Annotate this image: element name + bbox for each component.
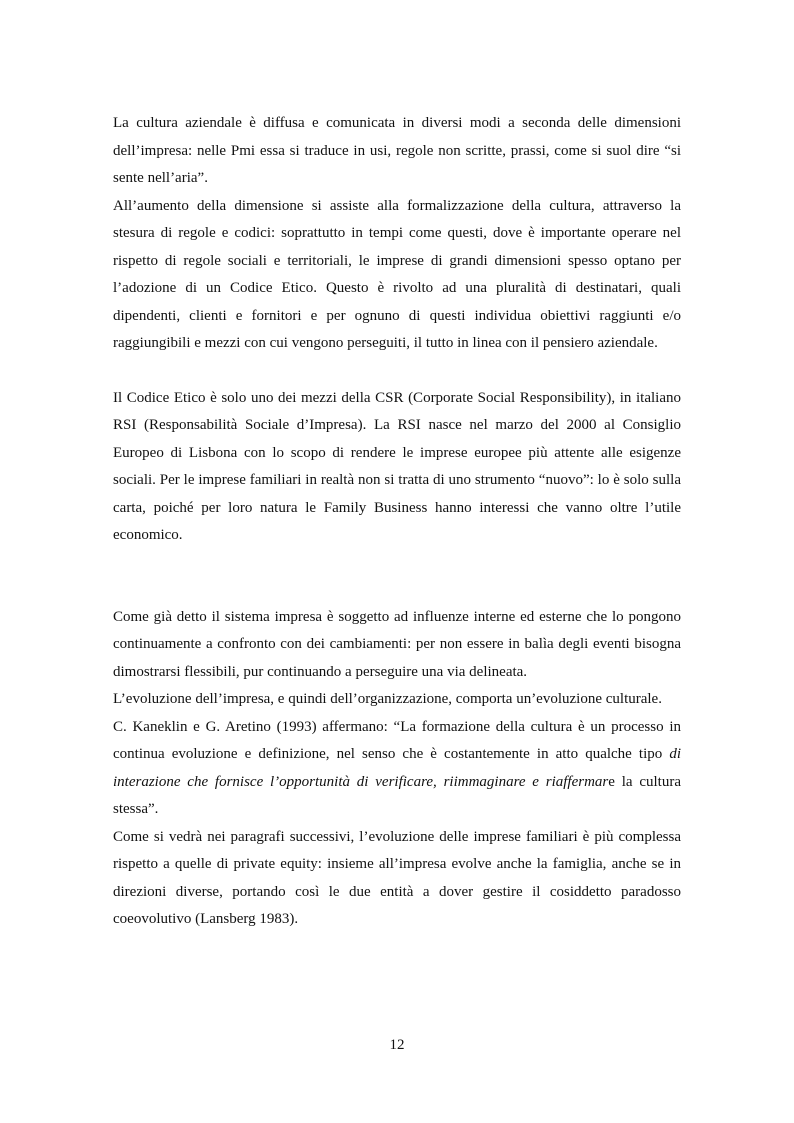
paragraph-company-culture: La cultura aziendale è diffusa e comunicata in diversi modi a seconda delle dimensioni dell’impresa: nelle Pmi essa si traduce in usi, regole non scritte, prassi, come si suol dire “si sente nell’aria”. [113,115,681,186]
paragraph-ethics-code: All’aumento della dimensione si assiste alla formalizzazione della cultura, attraverso la stesura di regole e codici: soprattutto in tempi come questi, dove è importante operare nel rispetto di regole sociali e territoriali, le imprese di grandi dimensioni spesso optano per l’adozione di un Codice Etico. Questo è rivolto ad una pluralità di destinatari, quali dipendenti, clienti e fornitori e per ognuno di questi individua obiettivi raggiunti e/o raggiungibili e mezzi con cui vengono perseguiti, il tutto in linea con il pensiero aziendale. [113,197,681,351]
paragraph-coevolution: Come si vedrà nei paragrafi successivi, l’evoluzione delle imprese familiari è più complessa rispetto a quelle di private equity: insieme all’impresa evolve anche la famiglia, anche se in direzioni diverse, portando così le due entità a dover gestire il cosiddetto paradosso coeovolutivo (Lansberg 1983). [113,828,681,927]
quote-text-before: C. Kaneklin e G. Aretino (1993) affermano: “La formazione della cultura è un processo in continua evoluzione e definizione, nel senso che è costantemente in atto qualche tipo [113,718,681,762]
page-body [113,110,681,934]
paragraph-change: Come già detto il sistema impresa è soggetto ad influenze interne ed esterne che lo pongono continuamente a confronto con dei cambiamenti: per non essere in balìa degli eventi bisogna dimostrarsi flessibili, pur continuando a perseguire una via delineata. [113,608,681,680]
paragraph-evolution: L’evoluzione dell’impresa, e quindi dell’organizzazione, comporta un’evoluzione culturale. [113,691,662,707]
quote-text-italic: di interazione che fornisce l’opportunità di verificare, riimmaginare e riaffermar [113,746,681,790]
section-spacer [113,550,681,604]
quote-text-after: e la cultura stessa”. [113,773,681,817]
page-number: 12 [389,1037,405,1053]
paragraph-spacer [113,358,681,385]
paragraph-csr: Il Codice Etico è solo uno dei mezzi della CSR (Corporate Social Responsibility), in italiano RSI (Responsabilità Sociale d’Impresa). La RSI nasce nel marzo del 2000 al Consiglio Europeo di Lisbona con lo scopo di rendere le imprese europee più attente alle esigenze sociali. Per le imprese familiari in realtà non si tratta di uno strumento “nuovo”: lo è solo sulla carta, poiché per loro natura le Family Business hanno interessi che vanno oltre l’utile economico. [113,389,681,543]
paragraph-quote [113,714,681,824]
